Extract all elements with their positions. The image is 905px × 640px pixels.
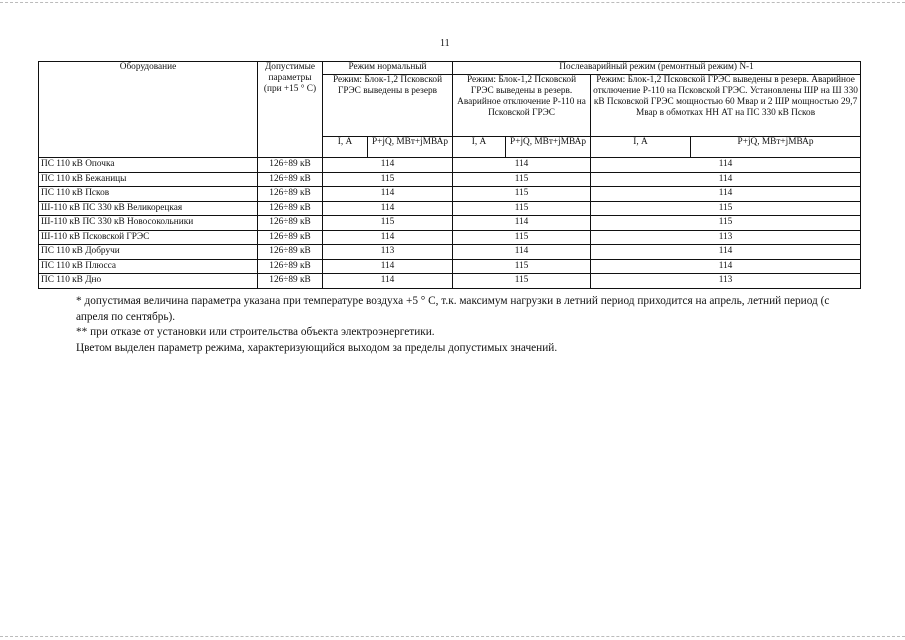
row-equipment: Ш-110 кВ ПС 330 кВ Новосокольники (39, 216, 258, 231)
table-row (39, 274, 861, 289)
row-range: 126÷89 кВ (258, 158, 323, 173)
table-row (39, 201, 861, 216)
table-row (39, 172, 861, 187)
row-value-mode3: 114 (591, 187, 861, 202)
scan-edge-top (0, 2, 905, 3)
row-value-mode2: 115 (453, 230, 591, 245)
row-value-normal: 114 (323, 274, 453, 289)
row-range: 126÷89 кВ (258, 259, 323, 274)
header-post-emergency-mode: Послеаварийный режим (ремонтный режим) N-1 (453, 62, 861, 75)
row-range: 126÷89 кВ (258, 274, 323, 289)
row-range: 126÷89 кВ (258, 187, 323, 202)
header-power-2: P+jQ, МВт+jМВАр (506, 137, 591, 158)
row-value-mode2: 115 (453, 187, 591, 202)
row-value-mode2: 115 (453, 172, 591, 187)
row-equipment: Ш-110 кВ Псковской ГРЭС (39, 230, 258, 245)
row-range: 126÷89 кВ (258, 216, 323, 231)
header-mode3-desc: Режим: Блок-1,2 Псковской ГРЭС выведены в резерв. Аварийное отключение Р-110 на Псковской ГРЭС. Установлены ШР на Ш 330 кВ Псковской ГРЭС мощностью 60 Мвар и 2 ШР мощностью 29,7 Мвар в обмотках НН АТ на ПС 330 кВ Псков (591, 75, 861, 137)
row-value-mode3: 114 (591, 172, 861, 187)
row-value-normal: 115 (323, 216, 453, 231)
voltage-table (38, 61, 861, 289)
row-range: 126÷89 кВ (258, 245, 323, 260)
header-equipment: Оборудование (39, 62, 258, 158)
row-value-mode2: 115 (453, 201, 591, 216)
row-value-mode3: 113 (591, 230, 861, 245)
row-value-mode3: 114 (591, 158, 861, 173)
header-mode1-desc: Режим: Блок-1,2 Псковской ГРЭС выведены в резерв (323, 75, 453, 137)
row-value-mode3: 115 (591, 216, 861, 231)
row-value-mode3: 114 (591, 259, 861, 274)
table-row (39, 158, 861, 173)
header-permissible: Допустимые параметры (при +15 ° С) (258, 62, 323, 158)
footnotes (38, 294, 860, 356)
header-current-1: I, А (323, 137, 368, 158)
row-value-normal: 114 (323, 158, 453, 173)
table-row (39, 230, 861, 245)
header-mode2-desc: Режим: Блок-1,2 Псковской ГРЭС выведены в резерв. Аварийное отключение Р-110 на Псковской ГРЭС (453, 75, 591, 137)
row-equipment: ПС 110 кВ Дно (39, 274, 258, 289)
row-value-normal: 113 (323, 245, 453, 260)
table-row (39, 245, 861, 260)
table-row (39, 216, 861, 231)
row-value-mode2: 115 (453, 274, 591, 289)
row-equipment: ПС 110 кВ Добручи (39, 245, 258, 260)
row-range: 126÷89 кВ (258, 230, 323, 245)
header-power-3: P+jQ, МВт+jМВАр (691, 137, 861, 158)
row-value-normal: 114 (323, 187, 453, 202)
row-value-mode2: 114 (453, 216, 591, 231)
row-value-normal: 114 (323, 259, 453, 274)
header-normal-mode: Режим нормальный (323, 62, 453, 75)
table-row (39, 259, 861, 274)
row-equipment: Ш-110 кВ ПС 330 кВ Великорецкая (39, 201, 258, 216)
row-value-mode2: 114 (453, 245, 591, 260)
row-value-mode2: 115 (453, 259, 591, 274)
row-value-normal: 114 (323, 201, 453, 216)
row-value-mode2: 114 (453, 158, 591, 173)
footnote-refusal: ** при отказе от установки или строительства объекта электроэнергетики. (76, 326, 435, 338)
row-value-normal: 114 (323, 230, 453, 245)
table-row (39, 187, 861, 202)
row-equipment: ПС 110 кВ Псков (39, 187, 258, 202)
scan-edge-bottom (0, 636, 905, 637)
row-equipment: ПС 110 кВ Плюсса (39, 259, 258, 274)
footnote-temperature: * допустимая величина параметра указана при температуре воздуха +5 ° С, т.к. максимум нагрузки в летний период приходится на апрель, летний период (с апреля по сентябрь). (76, 295, 830, 323)
header-current-3: I, А (591, 137, 691, 158)
header-current-2: I, А (453, 137, 506, 158)
row-value-mode3: 113 (591, 274, 861, 289)
row-value-mode3: 115 (591, 201, 861, 216)
row-value-mode3: 114 (591, 245, 861, 260)
row-range: 126÷89 кВ (258, 201, 323, 216)
footnote-highlight: Цветом выделен параметр режима, характеризующийся выходом за пределы допустимых значений. (76, 341, 558, 354)
row-range: 126÷89 кВ (258, 172, 323, 187)
row-value-normal: 115 (323, 172, 453, 187)
page-number: 11 (440, 38, 450, 49)
row-equipment: ПС 110 кВ Бежаницы (39, 172, 258, 187)
header-power-1: P+jQ, МВт+jМВАр (368, 137, 453, 158)
row-equipment: ПС 110 кВ Опочка (39, 158, 258, 173)
